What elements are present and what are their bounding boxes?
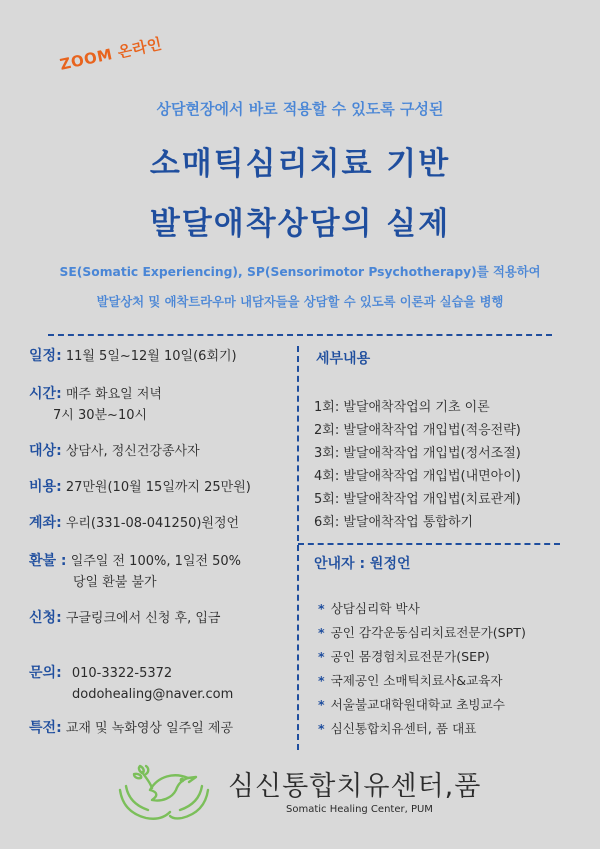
info-apply: 신청: 구글링크에서 신청 후, 입금 xyxy=(29,610,221,626)
contact-key: 문의 xyxy=(29,665,57,681)
time-value-line2: 7시 30분~10시 xyxy=(53,408,148,423)
page-title-line2: 발달애착상담의 실제 xyxy=(149,206,451,242)
credential-item: * 국제공인 소매틱치료사&교육자 xyxy=(318,673,503,688)
credential-item: * 서울불교대학원대학교 초빙교수 xyxy=(318,697,505,712)
info-schedule: 일정: 11월 5일~12월 10일(6회기) xyxy=(29,348,237,364)
session-item: 6회: 발달애착작업 통합하기 xyxy=(314,515,474,530)
right-section-divider xyxy=(298,543,560,545)
apply-value: 구글링크에서 신청 후, 입금 xyxy=(65,611,221,626)
schedule-value: 11월 5일~12월 10일(6회기) xyxy=(65,349,237,364)
fee-value: 27만원(10월 15일까지 25만원) xyxy=(65,480,251,495)
apply-key: 신청 xyxy=(29,610,57,626)
benefit-key: 특전 xyxy=(29,720,57,736)
schedule-key: 일정 xyxy=(29,348,57,364)
refund-key: 환불 xyxy=(29,553,57,569)
subtitle-line1: SE(Somatic Experiencing), SP(Sensorimotor Psychotherapy)를 적용하여 xyxy=(59,265,541,279)
info-time: 시간: 매주 화요일 저녁 7시 30분~10시 xyxy=(29,384,297,426)
refund-value-line2: 당일 환불 불가 xyxy=(73,575,157,590)
account-key: 계좌 xyxy=(29,515,57,531)
section-divider xyxy=(48,334,552,336)
target-key: 대상 xyxy=(29,443,57,459)
session-item: 1회: 발달애착작업의 기초 이론 xyxy=(314,400,490,415)
session-item: 5회: 발달애착작업 개입법(치료관계) xyxy=(314,492,521,507)
column-divider xyxy=(297,346,299,750)
zoom-online-label: ZOOM 온라인 xyxy=(58,34,164,74)
dove-hands-icon xyxy=(112,756,216,828)
info-contact: 문의: 010-3322-5372 dodohealing@naver.com xyxy=(29,663,297,705)
credential-item: * 심신통합치유센터, 품 대표 xyxy=(318,721,477,736)
info-refund: 환불 : 일주일 전 100%, 1일전 50% 당일 환불 불가 xyxy=(29,551,297,593)
session-item: 4회: 발달애착작업 개입법(내면아이) xyxy=(314,469,521,484)
credential-item: * 상담심리학 박사 xyxy=(318,601,420,616)
refund-value: 일주일 전 100%, 1일전 50% xyxy=(70,554,242,569)
time-key: 시간 xyxy=(29,386,57,402)
target-value: 상담사, 정신건강종사자 xyxy=(65,444,200,459)
guide-heading: 안내자 : 원정언 xyxy=(314,556,411,572)
account-value: 우리(331-08-041250)원정언 xyxy=(65,516,240,531)
time-value: 매주 화요일 저녁 xyxy=(65,387,162,402)
info-benefit: 특전: 교재 및 녹화영상 일주일 제공 xyxy=(29,720,234,736)
session-item: 2회: 발달애착작업 개입법(적응전략) xyxy=(314,423,521,438)
tagline: 상담현장에서 바로 적용할 수 있도록 구성된 xyxy=(156,100,444,118)
page-title-line1: 소매틱심리치료 기반 xyxy=(149,146,451,182)
fee-key: 비용 xyxy=(29,479,57,495)
contact-phone[interactable]: 010-3322-5372 xyxy=(71,666,173,681)
info-account: 계좌: 우리(331-08-041250)원정언 xyxy=(29,515,240,531)
info-target: 대상: 상담사, 정신건강종사자 xyxy=(29,443,200,459)
logo-name: 심신통합치유센터,품 xyxy=(228,771,482,802)
contact-email[interactable]: dodohealing@naver.com xyxy=(72,687,234,702)
session-item: 3회: 발달애착작업 개입법(정서조절) xyxy=(314,446,521,461)
credential-item: * 공인 감각운동심리치료전문가(SPT) xyxy=(318,625,526,640)
logo-english-name: Somatic Healing Center, PUM xyxy=(286,804,433,815)
details-heading: 세부내용 xyxy=(316,351,371,367)
subtitle-line2: 발달상처 및 애착트라우마 내담자들을 상담할 수 있도록 이론과 실습을 병행 xyxy=(96,295,504,309)
credential-item: * 공인 몸경험치료전문가(SEP) xyxy=(318,649,490,664)
info-fee: 비용: 27만원(10월 15일까지 25만원) xyxy=(29,479,251,495)
benefit-value: 교재 및 녹화영상 일주일 제공 xyxy=(65,721,234,736)
